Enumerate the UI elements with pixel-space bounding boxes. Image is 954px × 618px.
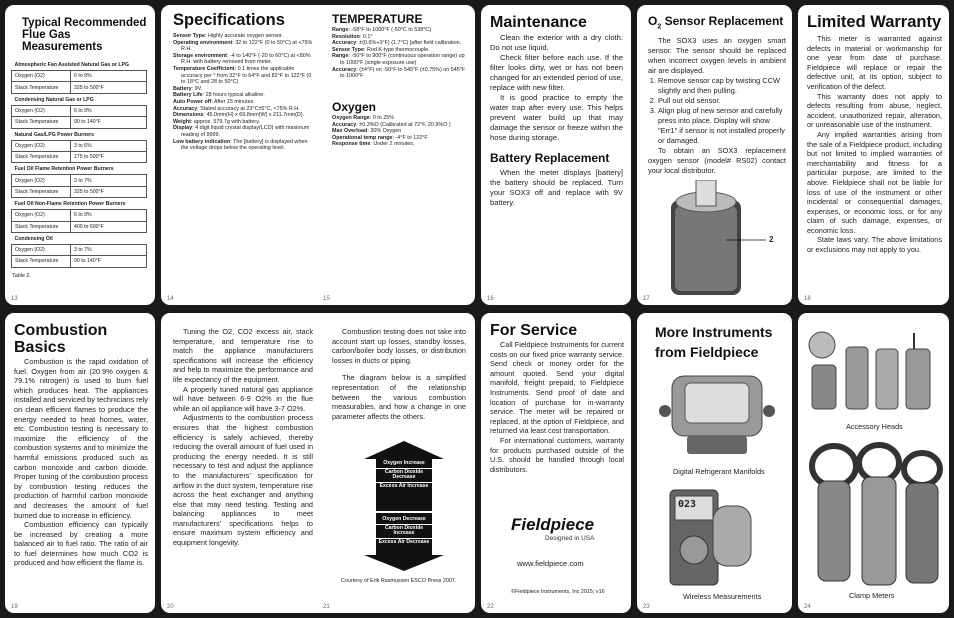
manifolds-caption: Digital Refrigerant Manifolds (673, 467, 765, 476)
tuning-para: Tuning the O2, CO2 excess air, stack temperature, and temperature rise to match the appliance manufacturers specifications will increase the efficiency and help to maximize the performance and life expectancy of the equipment. (173, 327, 313, 384)
spec-separator: : (232, 39, 236, 46)
clamp-meters-caption: Clamp Meters (849, 591, 895, 600)
up-labels (376, 460, 432, 490)
spec-label: Battery Life (173, 92, 203, 99)
spec-value: -4 to 140°F (-20 to 60°C) at <80% R.H. with battery removed from meter. (181, 52, 311, 66)
warranty-para: This warranty does not apply to defects resulting from abuse, neglect, accident, unauthorized repair, alteration, or unreasonable use of the instrument. (807, 91, 942, 130)
o2-sensor-text (648, 36, 786, 176)
meter-display-text: 023 (678, 499, 697, 510)
panel-17 (637, 5, 792, 305)
table-cell-label: Oxygen (O2) (12, 175, 71, 186)
diagram-label: Carbon Dioxide Decrease (376, 469, 432, 483)
table-cell-value: 3 to 7% (71, 244, 147, 255)
spec-value: Rod K-type thermocouple. (366, 46, 430, 53)
spec-value: 45.0mm(H) x 69.8mm(W) x 211.7mm(D). (206, 112, 305, 119)
page-number: 24 (804, 604, 811, 610)
table-row (12, 221, 147, 232)
sensor-step: 1. Remove sensor cap by twisting CCW slightly and then pulling. (658, 76, 786, 96)
spec-value: 9V. (194, 85, 203, 92)
table-row (12, 71, 147, 82)
tuning-para: A properly tuned natural gas appliance will have between 6-9 O2% in the flue while an oil appliance will have 3-7 O2%. (173, 384, 313, 413)
spec-separator: : (356, 40, 360, 47)
spec-value: 30% Oxygen (370, 128, 402, 135)
panel-16 (481, 5, 631, 305)
spec-separator: : (190, 118, 194, 125)
spec-label: Accuracy (332, 40, 357, 47)
spec-item (173, 119, 316, 126)
spec-label: Resolution (332, 33, 360, 40)
spec-value: Stated accuracy at 23°C±5°C, <75% R.H. (200, 105, 300, 112)
battery-para: When the meter displays [battery] the battery should be replaced. Turn your SOX3 off and replace with 9V battery. (490, 168, 623, 207)
table-row (12, 244, 147, 255)
table-cell-value: 325 to 500°F (71, 82, 147, 93)
table-row (12, 186, 147, 197)
table-group-heading (12, 59, 147, 71)
spec-separator: : (197, 105, 201, 112)
spec-value: approx. 579.7g with battery. (193, 118, 260, 125)
for-service-text (490, 340, 624, 474)
spec-label: Sensor Type (332, 46, 364, 53)
maintenance-title: Maintenance (490, 14, 587, 31)
callout-number: 2 (769, 235, 774, 244)
spec-label: Accuracy (332, 121, 357, 128)
spec-list (173, 33, 316, 152)
table-cell-value: 6 to 9% (71, 71, 147, 82)
panel-22 (481, 313, 631, 613)
combustion-para: Combustion efficiency can typically be increased by creating a more balanced air to fuel ratio. The ratio of air to fuel determines how much CO2 is produced and how efficient the flame is. (14, 520, 148, 568)
oxygen-spec-list (332, 115, 470, 148)
sensor-illustration (651, 180, 781, 300)
table-cell-label: Oxygen (O2) (12, 210, 71, 221)
warranty-para: Any implied warranties arising from the sale of a Fieldpiece product, including but not limited to implied warranties of merchantability and fitness for a particular purpose, are limited to the above. Fieldpiece shall not be liable for loss of use of the instrument or other incidental or consequential damages, expenses, or economic loss, or for any claim of such damage, expenses, or economic loss. (807, 129, 942, 235)
temperature-spec-list (332, 27, 470, 80)
spec-separator: : (191, 85, 195, 92)
spec-value: The [battery] is displayed when the voltage drops below the operating level. (181, 138, 308, 152)
table-row (12, 256, 147, 267)
table-cell-value: 400 to 600°F (71, 221, 147, 232)
spec-separator: : (211, 98, 215, 105)
spec-item (332, 53, 470, 66)
spec-item (332, 128, 470, 135)
o2-steps (648, 76, 786, 146)
accessory-heads-caption: Accessory Heads (846, 422, 903, 431)
spec-separator: : (226, 52, 230, 59)
warranty-text (807, 34, 942, 255)
spec-item (332, 141, 470, 148)
fieldpiece-logo: Fieldpiece (511, 515, 595, 534)
panel-23 (637, 313, 792, 613)
sensor-step: 3. Align plug of new sensor and carefully press into place. Display will show "Err1" if sensor is not installed properly or damaged. (658, 106, 786, 146)
spec-item (332, 27, 470, 34)
panel-18 (798, 5, 949, 305)
table-cell-value: 3 to 7% (71, 175, 147, 186)
table-row (12, 117, 147, 128)
page-number: 18 (804, 296, 811, 302)
spec-value: Highly accurate oxygen sensor. (207, 33, 283, 39)
spec-value: 0.1 times the applicable accuracy per ° from 32°F to 64°F and 82°F to 122°F (0 to 18°C and 28 to 50°C) (181, 65, 312, 86)
spec-label: Accuracy (173, 105, 198, 112)
logo-subtitle: Designed in USA (545, 535, 595, 542)
diagram-credit: Courtesy of Erik Rasmussen ESCO Press 2007. (341, 578, 457, 584)
spec-label: Low battery indication (173, 138, 231, 145)
spec-separator: : (370, 141, 374, 148)
table-cell-value: 6 to 9% (71, 210, 147, 221)
maintenance-para: Clean the exterior with a dry cloth. Do not use liquid. (490, 33, 623, 52)
table-cell-label: Stack Temperature (12, 256, 71, 267)
spec-separator: : (363, 46, 367, 53)
spec-label: Weight (173, 118, 191, 125)
spec-label: Range (332, 53, 349, 60)
spec-item (173, 86, 316, 93)
for-service-title: For Service (490, 322, 578, 339)
spec-label: Operational temp range (332, 134, 393, 141)
group-name: Natural Gas/LPG Power Burners (14, 131, 95, 138)
page-number: 22 (487, 604, 494, 610)
maintenance-text (490, 33, 623, 143)
spec-value: ±0.3%O (Calibrated at 72°F, 20.9%O ) (359, 121, 451, 128)
table-row (12, 140, 147, 151)
page-number: 20 (167, 604, 174, 610)
tuning-text (173, 327, 313, 548)
table-cell-label: Stack Temperature (12, 151, 71, 162)
battery-text (490, 168, 623, 208)
spec-label: Range (332, 27, 349, 33)
tuning-para: Adjustments to the combustion process ensures that the highest combustion efficiency is safely achieved, thereby reducing the overall amount of fuel used in producing the energy needed. It is still necessary to test and adjust the appliance to the manufacturers' specification for airflow in the duct system, temperature rise across the heat exchanger and anything else that may need testing. Testing and balancing appliances to meet manufacturers' specifications helps to ensure maximum system efficiency and equipment longevity. (173, 413, 313, 548)
group-name: Fuel Oil Flame Retention Power Burners (14, 166, 114, 173)
panel-13 (5, 5, 155, 305)
table-cell-label: Oxygen (O2) (12, 244, 71, 255)
spec-label: Auto Power off (173, 98, 212, 105)
testing-para: The diagram below is a simplified representation of the relationship between the various combustion measurables, and how a change in one parameter affects the others. (332, 373, 466, 421)
spec-separator: : (230, 138, 234, 145)
spec-value: -50°F to 900°F (continuous operation range) up to 1000°F (single exposure use) (340, 53, 465, 66)
maintenance-para: Check filter before each use. If the filter looks dirty, wet or has not been changed for an extended period of use, replace with new filter. (490, 53, 623, 92)
table-cell-value: 3 to 6% (71, 140, 147, 151)
table-cell-label: Oxygen (O2) (12, 71, 71, 82)
page-number: 19 (11, 604, 18, 610)
website-url: www.fieldpiece.com (517, 559, 584, 568)
spec-value: ±(0.6%+3°F) (1.7°C) [after field calibration. (359, 40, 462, 47)
down-labels (376, 516, 432, 546)
spec-item (173, 125, 316, 138)
table-group-heading (12, 198, 147, 210)
spec-separator: : (356, 66, 360, 73)
o2-outro: To obtain an SOX3 replacement oxygen sensor (model# RS02) contact your local distributor. (648, 146, 786, 176)
maintenance-para: It is good practice to empty the water trap after every use. This helps prevent water build up that may damage the sensor or freeze within the hose during storage. (490, 93, 623, 142)
diagram-label: Excess Air Decrease (378, 538, 430, 545)
spec-label: Operating environment (173, 39, 233, 46)
sensor-step: 2. Pull out old sensor. (658, 96, 786, 106)
spec-label: Max Overload (332, 128, 368, 135)
spec-item (173, 53, 316, 66)
spec-label: Accuracy (332, 66, 357, 73)
combustion-basics-text (14, 357, 148, 568)
table-row (12, 175, 147, 186)
group-name: Condensing Natural Gas or LPG (14, 96, 94, 103)
spec-item (173, 92, 316, 99)
spec-value: Under 2 minutes. (373, 141, 415, 148)
spec-label: Battery (173, 85, 192, 92)
spec-item (332, 47, 470, 54)
spec-item (332, 115, 470, 122)
spec-label: Dimensions (173, 112, 204, 119)
page-number: 13 (11, 296, 18, 302)
table-cell-value: 90 to 140°F (71, 117, 147, 128)
spec-item (173, 112, 316, 119)
page-number: 21 (323, 604, 330, 610)
specifications-title: Specifications (173, 11, 285, 29)
spec-item (173, 139, 316, 152)
diagram-label: Oxygen Increase (376, 460, 432, 469)
copyright: ©Fieldpiece Instruments, Inc 2015; v16 (511, 589, 605, 595)
more-instruments-title: More Instruments from Fieldpiece (655, 324, 773, 360)
spec-item (332, 34, 470, 41)
spec-item (332, 40, 470, 47)
table-row (12, 151, 147, 162)
combustion-basics-title: Combustion Basics (14, 322, 108, 356)
flue-gas-table (11, 59, 147, 268)
spec-label: Storage environment (173, 52, 227, 59)
spec-separator: : (359, 33, 363, 40)
spec-separator: : (369, 115, 373, 121)
diagram-label: Oxygen Decrease (376, 516, 432, 525)
table-caption: Table 2. (12, 273, 31, 279)
panel-24 (798, 313, 949, 613)
page-number: 23 (643, 604, 650, 610)
table-cell-value: 6 to 9% (71, 105, 147, 116)
testing-para: Combustion testing does not take into account start up losses, standby losses, carbon/boiler body losses, or distribution losses in ducts or piping. (332, 327, 466, 365)
table-cell-label: Oxygen (O2) (12, 105, 71, 116)
table-cell-label: Stack Temperature (12, 186, 71, 197)
o2-sensor-title: $O_2$ Sensor Replacement (648, 14, 784, 31)
spec-separator: : (203, 112, 207, 119)
o2-sensor-title-text: Sensor Replacement (664, 14, 784, 28)
group-name: Condensing Oil (14, 235, 53, 242)
page-number: 16 (487, 296, 494, 302)
table-cell-label: Stack Temperature (12, 82, 71, 93)
table-row (12, 210, 147, 221)
spec-label: Response time (332, 141, 371, 148)
spec-value: 4 digit liquid crystal display(LCD) with maximum reading of 9999. (181, 125, 310, 138)
spec-value: -58°F to 1000°F (-50°C to 538°C) (351, 27, 432, 33)
spec-separator: : (348, 27, 352, 33)
spec-item (173, 40, 316, 53)
warranty-title: Limited Warranty (807, 13, 942, 31)
warranty-para: State laws vary. The above limitations or exclusions may not apply to you. (807, 235, 942, 255)
service-para: Call Fieldpiece Instruments for current costs on our fixed price warranty service. Send check or money order for the amount quoted. Send your digital manifold, freight prepaid, to Fieldpiece Instruments. Send proof of date and location of purchase for in-warranty service. The meter will be repaired or replaced, at the option of Fieldpiece, and returned via least cost transportation. (490, 340, 624, 436)
group-name: Atmospheric Fan Assisted Natural Gas or LPG (14, 62, 130, 68)
spec-label: Temperature Coefficient (173, 65, 235, 72)
spec-value: 28 hours typical alkaline. (205, 92, 265, 99)
page-number: 14 (167, 296, 174, 302)
spec-separator: : (234, 65, 238, 72)
spec-item (173, 106, 316, 113)
manifold-illustration (657, 371, 777, 461)
spec-item (332, 67, 470, 80)
table-group-heading (12, 232, 147, 244)
combustion-para: Combustion is the rapid oxidation of fuel. Oxygen from air (20.9% oxygen & 79.1% nitrogen) is used to burn fuel which produces heat. The appliances installed and serviced by technicians rely on clean efficient flames to produce the energy needed to heat homes, water, etc. Combustion testing is necessary to maximize the efficiency of the combustion systems and to minimize the harmful emissions produced such as carbon monoxide and carbon dioxide. Proper tuning of the combustion process by combustion testing reduces the production of harmful carbon monoxide and decreases the amount of fuel burned due to increase in efficiency. (14, 357, 148, 520)
temperature-title: TEMPERATURE (332, 12, 423, 26)
page-number: 15 (323, 296, 330, 302)
oxygen-title: Oxygen (332, 100, 377, 114)
panel-20-21 (161, 313, 475, 613)
table-cell-value: 275 to 500°F (71, 151, 147, 162)
battery-replacement-title: Battery Replacement (490, 151, 610, 165)
spec-separator: : (204, 33, 208, 39)
spec-value: 0 to 25% (372, 115, 395, 121)
spec-label: Oxygen Range (332, 115, 370, 121)
spec-item (332, 122, 470, 129)
table-row (12, 105, 147, 116)
panel-19 (5, 313, 155, 613)
table-cell-value: 325 to 500°F (71, 186, 147, 197)
spec-item (173, 33, 316, 40)
spec-item (173, 99, 316, 106)
table-group-heading (12, 128, 147, 140)
spec-item (173, 66, 316, 86)
table-cell-label: Stack Temperature (12, 221, 71, 232)
spec-separator: : (356, 121, 360, 128)
wireless-caption: Wireless Measurements (683, 592, 762, 601)
spec-separator: : (202, 92, 206, 99)
spec-separator: : (367, 128, 371, 135)
clamp-meters-illustration (804, 441, 944, 591)
spec-value: 32 to 122°F (0 to 50°C) at <75% R.H. (181, 39, 313, 53)
table-group-heading (12, 93, 147, 105)
testing-text (332, 327, 466, 421)
spec-value: After 15 minutes. (214, 98, 255, 105)
spec-separator: : (192, 125, 196, 132)
page-number: 17 (643, 296, 650, 302)
spec-value: 0.1° (362, 33, 373, 40)
spec-item (332, 135, 470, 142)
flue-gas-title: Typical Recommended Flue Gas Measurements (22, 17, 147, 53)
panel-14-15 (161, 5, 475, 305)
group-name: Fuel Oil Non-Flame Retention Power Burners (14, 201, 126, 208)
o2-intro: The SOX3 uses an oxygen smart sensor. The sensor should be replaced when incorrect oxygen levels in ambient air are displayed. (648, 36, 786, 76)
table-row (12, 82, 147, 93)
spec-separator: : (392, 134, 396, 141)
spec-label: Sensor Type (173, 33, 205, 39)
spec-value: -4°F to 122°F (395, 134, 428, 141)
warranty-para: This meter is warranted against defects in material or workmanship for one year from date of purchase. Fieldpiece will replace or repair the defective unit, at its option, subject to verification of the defect. (807, 34, 942, 91)
diagram-label: Excess Air Increase (379, 482, 429, 489)
spec-label: Display (173, 125, 193, 132)
service-para: For international customers, warranty for products purchased outside of the U.S. should be handled through local distributors. (490, 435, 624, 474)
table-cell-value: 90 to 140°F (71, 256, 147, 267)
spec-value: (±4°F) on -50°F to 545°F (±0.75%) on 545°F to 1000°F (340, 66, 466, 80)
spec-separator: : (348, 53, 352, 60)
table-group-heading (12, 163, 147, 175)
table-cell-label: Oxygen (O2) (12, 140, 71, 151)
accessory-heads-illustration (804, 327, 944, 417)
diagram-label: Carbon Dioxide Increase (376, 525, 432, 539)
table-cell-label: Stack Temperature (12, 117, 71, 128)
